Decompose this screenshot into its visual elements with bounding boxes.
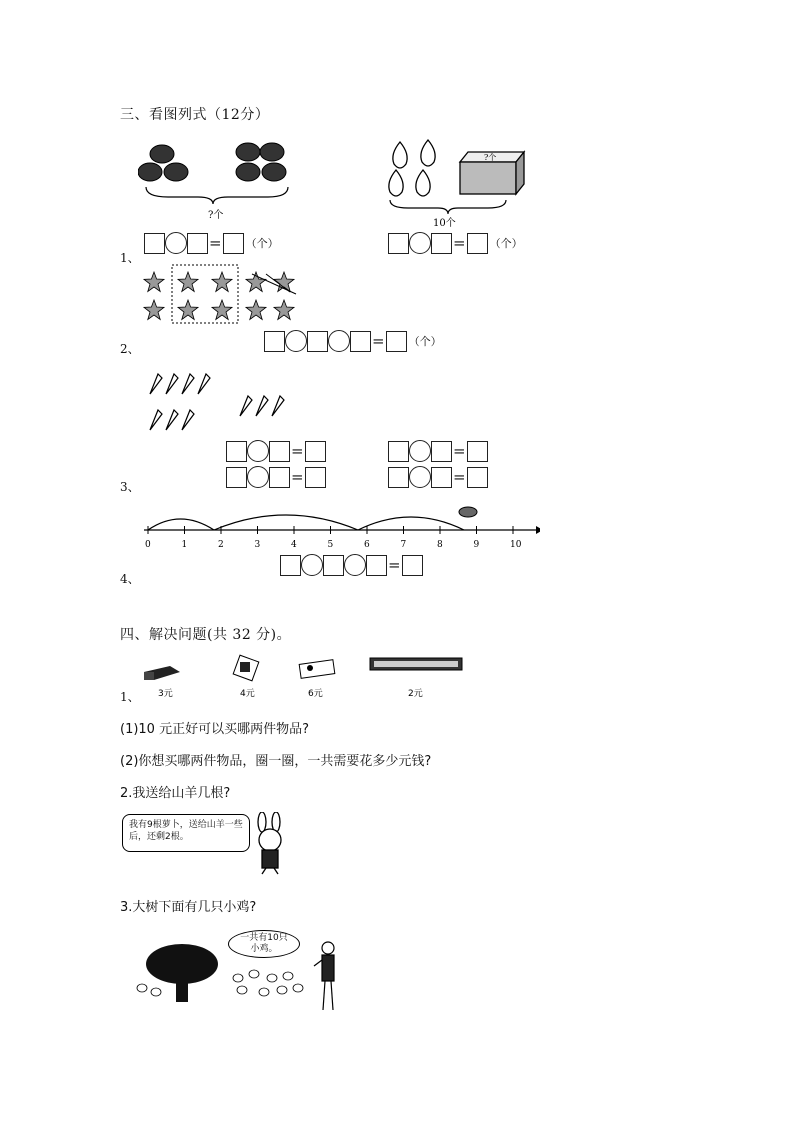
star-icon [144,272,294,320]
answer-box[interactable] [307,331,328,352]
items-figure [140,650,470,702]
ruler-icon [370,658,462,670]
book-icon [144,666,180,680]
rabbit-icon [258,812,281,874]
s4-q1-sub1: (1)10 元正好可以买哪两件物品? [120,722,309,737]
answer-box[interactable] [305,441,326,462]
answer-box[interactable] [467,467,488,488]
operator-circle[interactable] [247,466,269,488]
tick-label: 2 [218,540,224,550]
unit-label: （个） [245,237,279,250]
answer-box[interactable] [226,467,247,488]
pencil-box-icon [299,660,335,679]
tick-label: 0 [145,540,151,550]
operator-circle[interactable] [328,330,350,352]
q3-equation: = [388,466,488,488]
answer-box[interactable] [144,233,165,254]
s4-q1-sub2: (2)你想买哪两件物品，圈一圈，一共需要花多少元钱? [120,754,432,769]
price-label: 6元 [308,689,323,699]
answer-box[interactable] [467,441,488,462]
brace-label: 10个 [433,218,456,229]
q2-equation: = （个） [264,330,442,352]
answer-box[interactable] [280,555,301,576]
speech-bubble [228,930,300,958]
pear-icon [389,140,435,196]
q3-equation: = [226,466,326,488]
tick-label: 5 [327,540,334,550]
answer-box[interactable] [386,331,407,352]
answer-box[interactable] [431,467,452,488]
tick-label: 4 [291,540,297,550]
toy-icon [233,655,259,681]
operator-circle[interactable] [247,440,269,462]
watermelon-icon [138,143,286,181]
unit-label: （个） [408,335,442,348]
tick-label: 7 [400,540,407,550]
answer-box[interactable] [264,331,285,352]
tick-label: 1 [181,540,188,550]
q2-number: 2、 [120,342,140,356]
price-label: 4元 [240,689,255,699]
frog-icon [459,507,477,517]
answer-box[interactable] [269,441,290,462]
operator-circle[interactable] [409,466,431,488]
q1-equation-left: = （个） [144,232,279,254]
speech-bubble [122,814,250,852]
q3-equation: = [388,440,488,462]
answer-box[interactable] [305,467,326,488]
section3-title: 三、看图列式（12分） [120,107,270,123]
answer-box[interactable] [226,441,247,462]
answer-box[interactable] [223,233,244,254]
operator-circle[interactable] [165,232,187,254]
answer-box[interactable] [187,233,208,254]
answer-box[interactable] [323,555,344,576]
unit-label: （个） [489,237,523,250]
q4-number-line [140,500,540,550]
s4-q2-text: 2.我送给山羊几根? [120,786,231,801]
operator-circle[interactable] [409,232,431,254]
operator-circle[interactable] [409,440,431,462]
brace-label: ?个 [208,210,224,221]
answer-box[interactable] [388,441,409,462]
q4-number: 4、 [120,572,140,586]
answer-box[interactable] [431,441,452,462]
s4-q1-number: 1、 [120,690,140,704]
rabbit-figure [240,812,310,876]
price-label: 2元 [408,689,423,699]
tick-label: 8 [437,540,443,550]
tick-label: 3 [254,540,261,550]
q4-equation: = [280,554,423,576]
operator-circle[interactable] [301,554,323,576]
answer-box[interactable] [431,233,452,254]
tick-label: 6 [364,540,370,550]
box-label: ?个 [484,153,497,162]
answer-box[interactable] [366,555,387,576]
q1-equation-right: = （个） [388,232,523,254]
tick-label: 10 [510,540,522,550]
answer-box[interactable] [269,467,290,488]
brace [390,200,506,214]
carrot-icon [150,374,284,430]
q2-figure [140,262,310,328]
answer-box[interactable] [467,233,488,254]
answer-box[interactable] [350,331,371,352]
price-label: 3元 [158,689,173,699]
section4-title: 四、解决问题(共 32 分)。 [120,627,292,643]
speech-text: 一共有10只小鸡。 [240,933,288,954]
operator-circle[interactable] [285,330,307,352]
tick-label: 9 [473,540,480,550]
answer-box[interactable] [388,233,409,254]
speech-text: 我有9根萝卜，送给山羊一些后，还剩2根。 [129,820,243,842]
q1-number: 1、 [120,251,140,265]
boy-icon [314,942,334,1010]
q3-equation: = [226,440,326,462]
answer-box[interactable] [402,555,423,576]
operator-circle[interactable] [344,554,366,576]
q3-number: 3、 [120,480,140,494]
answer-box[interactable] [388,467,409,488]
s4-q3-text: 3.大树下面有几只小鸡? [120,900,257,915]
brace [146,187,288,204]
q3-figure [142,364,302,436]
